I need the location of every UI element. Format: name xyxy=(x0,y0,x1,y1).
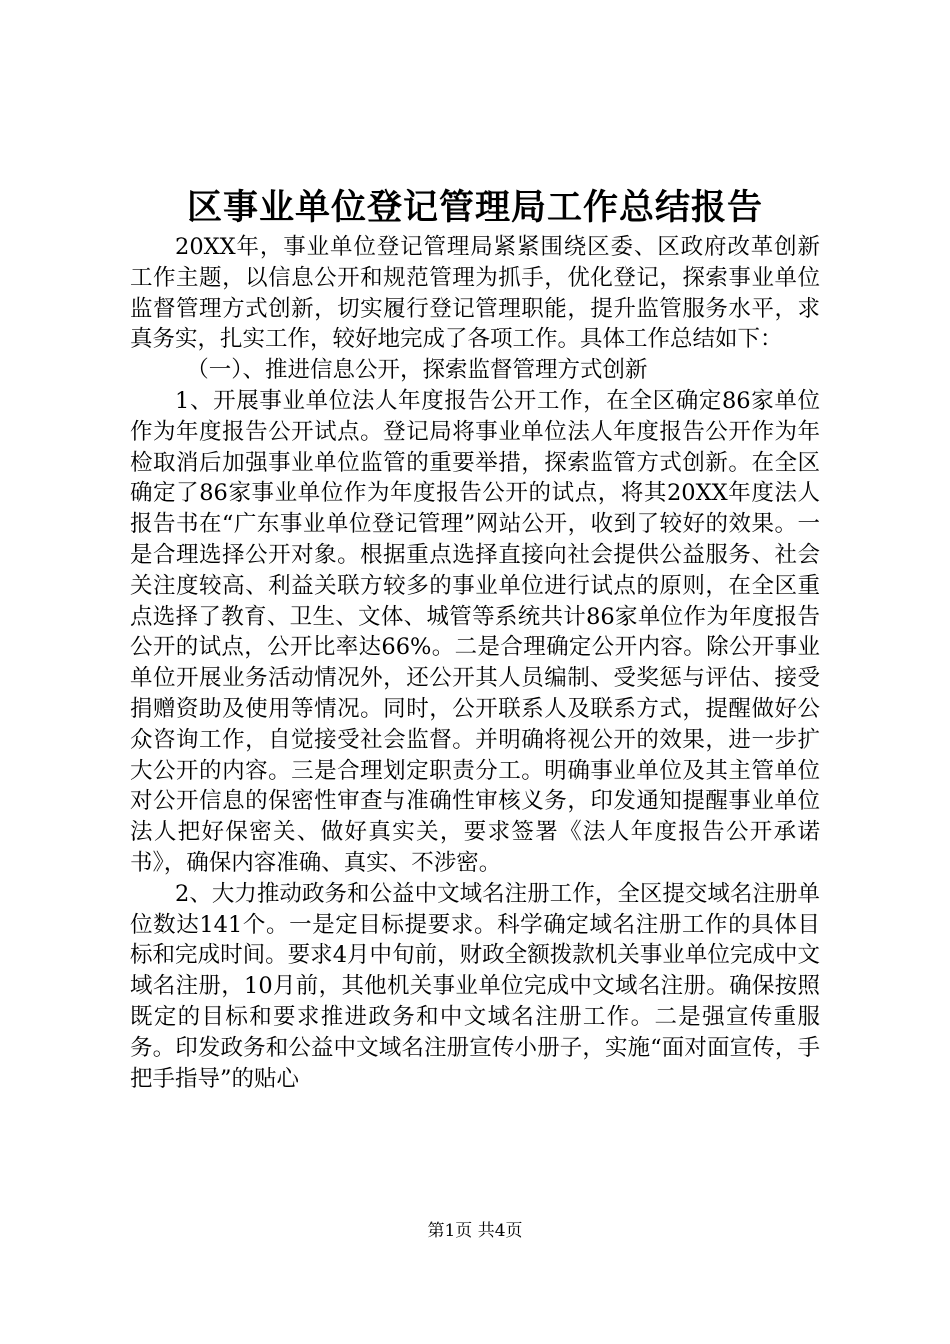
paragraph-item-1: 1、开展事业单位法人年度报告公开工作，在全区确定86家单位作为年度报告公开试点。登记局将事业单位法人年度报告公开作为年检取消后加强事业单位监管的重要举措，探索监管方式创新。在全区确定了86家事业单位作为年度报告公开的试点，将其20XX年度法人报告书在“广东事业单位登记管理”网站公开，收到了较好的效果。一是合理选择公开对象。根据重点选择直接向社会提供公益服务、社会关注度较高、利益关联方较多的事业单位进行试点的原则，在全区重点选择了教育、卫生、文体、城管等系统共计86家单位作为年度报告公开的试点，公开比率达66%。二是合理确定公开内容。除公开事业单位开展业务活动情况外，还公开其人员编制、受奖惩与评估、接受捐赠资助及使用等情况。同时，公开联系人及联系方式，提醒做好公众咨询工作，自觉接受社会监督。并明确将视公开的效果，进一步扩大公开的内容。三是合理划定职责分工。明确事业单位及其主管单位对公开信息的保密性审查与准确性审核义务，印发通知提醒事业单位法人把好保密关、做好真实关，要求签署《法人年度报告公开承诺书》，确保内容准确、真实、不涉密。 xyxy=(130,387,820,876)
section-heading: （一）、推进信息公开，探索监督管理方式创新 xyxy=(186,357,648,384)
page-footer: 第1页 共4页 xyxy=(427,1221,523,1241)
paragraph-intro: 20XX年，事业单位登记管理局紧紧围绕区委、区政府改革创新工作主题，以信息公开和规范管理为抓手，优化登记，探索事业单位监督管理方式创新，切实履行登记管理职能，提升监管服务水平，求真务实，扎实工作，较好地完成了各项工作。具体工作总结如下： xyxy=(130,234,820,353)
paragraph-item-2: 2、大力推动政务和公益中文域名注册工作，全区提交域名注册单位数达141个。一是定目标提要求。科学确定域名注册工作的具体目标和完成时间。要求4月中旬前，财政全额拨款机关事业单位完成中文域名注册，10月前，其他机关事业单位完成中文域名注册。确保按照既定的目标和要求推进政务和中文域名注册工作。二是强宣传重服务。印发政务和公益中文域名注册宣传小册子，实施“面对面宣传，手把手指导”的贴心 xyxy=(130,880,820,1092)
document-title: 区事业单位登记管理局工作总结报告 xyxy=(186,187,763,228)
document-body xyxy=(130,232,820,1094)
